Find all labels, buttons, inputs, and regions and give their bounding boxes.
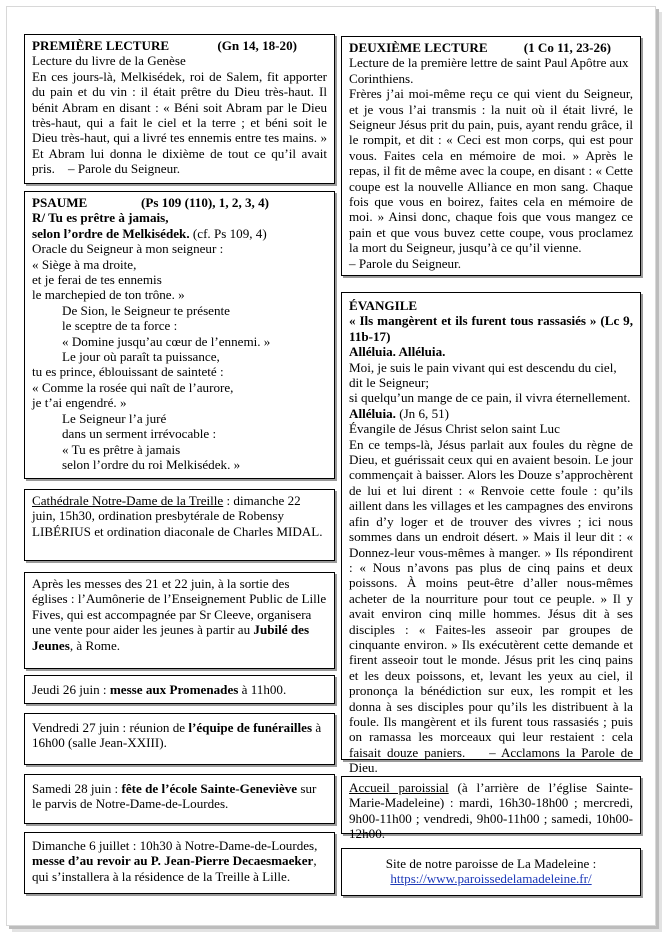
- welcome-text: Accueil paroissial (à l’arrière de l’église Sainte-Marie-Madeleine) : mardi, 16h30-18h00 ; mercredi, 9h00-11h00 ; vendredi, 9h00-11h00 ; samedi, 10h00-12h00.: [349, 780, 633, 842]
- saturday-box: [24, 774, 335, 824]
- psalm-line: « Domine jusqu’au cœur de l’ennemi. »: [62, 333, 271, 349]
- psalm-ref: (Ps 109 (110), 1, 2, 3, 4): [140, 195, 269, 210]
- psalm-line: dans un serment irrévocable :: [62, 426, 217, 442]
- site-link[interactable]: https://www.paroissedelamadeleine.fr/: [390, 871, 592, 887]
- sale-text: Après les messes des 21 et 22 juin, à la sortie des églises : l’Aumônerie de l’Enseignement Public de Lille Fives, qui est accompagnée par Sr Cleeve, organisera une vente pour aider les jeunes à partir au Jubilé des Jeunes, à Rome.: [32, 576, 327, 653]
- friday-text: Vendredi 27 juin : réunion de l’équipe de funérailles à 16h00 (salle Jean-XXIII).: [32, 720, 322, 751]
- sale-box: [24, 572, 335, 669]
- first-reading-ref: (Gn 14, 18-20): [217, 38, 297, 53]
- psalm-title: PSAUME: [32, 195, 88, 210]
- welcome-title: Accueil paroissial: [349, 780, 449, 795]
- psalm-line: le sceptre de ta force :: [62, 318, 178, 334]
- psalm-line: « Siège à ma droite,: [32, 256, 137, 272]
- gospel-text: En ce temps-là, Jésus parlait aux foules du règne de Dieu, et guérissait ceux qui en avaient besoin. Le jour commençait à baisser. Alors les Douze s’approchèrent de lui et lui dirent : « Renvoie cette foule : qu’ils aillent dans les villages et les campagnes des environs afin d’y loger et de trouver des vivres ; ici nous sommes dans un endroit désert. » Mais il leur dit : « Donnez-leur vous-mêmes à manger. » Ils répondirent : « Nous n’avons pas plus de cinq pains et deux poissons. À moins peut-être d’aller nous-mêmes acheter de la nourriture pour tout ce peuple. » Il y avait environ cinq mille hommes. Jésus dit à ses disciples : « Faites-les asseoir par groupes de cinquante environ. » Ils exécutèrent cette demande et firent asseoir tout le monde. Jésus prit les cinq pains et les deux poissons, et, levant les yeux au ciel, il prononça la bénédiction sur eux, les rompit et les donna à ses disciples pour qu’ils les distribuent à la foule. Ils mangèrent et ils furent tous rassasiés ; puis on ramassa les morceaux qui leur restaient : cela faisait douze paniers. – Acclamons la Parole de Dieu.: [349, 436, 634, 776]
- psalm-line: « Comme la rosée qui naît de l’aurore,: [32, 379, 234, 395]
- psalm-refrain-ref: (cf. Ps 109, 4): [192, 225, 267, 241]
- first-reading-title: PREMIÈRE LECTURE: [32, 38, 170, 53]
- psalm-line: De Sion, le Seigneur te présente: [62, 302, 230, 318]
- gospel-closing: – Acclamons la Parole de Dieu.: [349, 744, 634, 776]
- psalm-line: selon l’ordre du roi Melkisédek. »: [62, 456, 241, 472]
- saturday-text: Samedi 28 juin : fête de l’école Sainte-Geneviève sur le parvis de Notre-Dame-de-Lourdes.: [32, 781, 317, 812]
- second-reading-text: Frères j’ai moi-même reçu ce qui vient du Seigneur, et je vous l’ai transmis : la nuit où il était livré, le Seigneur Jésus prit du pain, puis, ayant rendu grâce, il le rompit, et dit : « Ceci est mon corps, qui est pour vous. Faites cela en mémoire de moi. » Après le repas, il fit de même avec la coupe, en disant : « Cette coupe est la nouvelle Alliance en mon sang. Chaque fois que vous en boirez, faites cela en mémoire de moi. » Ainsi donc, chaque fois que vous mangez ce pain et que vous buvez cette coupe, vous proclamez la mort du Seigneur, jusqu’à ce qu’il vienne.: [349, 86, 633, 256]
- gospel-verse-2: si quelqu’un mange de ce pain, il vivra éternellement.: [349, 390, 631, 406]
- psalm-line: Le Seigneur l’a juré: [62, 410, 167, 426]
- thursday-box: [24, 675, 335, 704]
- psalm-line: le marchepied de ton trône. »: [32, 287, 185, 303]
- gospel-alleluia-line: Alléluia. (Jn 6, 51): [349, 405, 450, 421]
- gospel-alleluia: Alléluia. Alléluia.: [349, 344, 446, 360]
- psalm-box: [24, 191, 335, 479]
- site-label: Site de notre paroisse de La Madeleine :: [385, 856, 597, 871]
- thursday-text: Jeudi 26 juin : messe aux Promenades à 11h00.: [32, 682, 287, 697]
- second-reading-source: Lecture de la première lettre de saint Paul Apôtre aux Corinthiens.: [349, 55, 629, 86]
- gospel-subtitle-ref: (Lc 9, 11b-17): [349, 313, 633, 344]
- friday-box: [24, 713, 335, 765]
- psalm-refrain-2: selon l’ordre de Melkisédek.: [32, 225, 190, 241]
- gospel-box: [341, 292, 641, 776]
- sunday-box: [24, 832, 335, 894]
- first-reading-text: En ces jours-là, Melkisédek, roi de Salem, fit apporter du pain et du vin : il était prêtre du Dieu très-haut. Il bénit Abram en disant : « Béni soit Abram par le Dieu très-haut, qui a fait le ciel et la terre ; et béni soit le Dieu très-haut, qui a livré tes ennemis entre tes mains. » Et Abram lui donna le dixième de tout ce qu’il avait pris. – Parole du Seigneur.: [32, 68, 327, 177]
- psalm-line: « Tu es prêtre à jamais: [62, 441, 181, 457]
- second-reading-title: DEUXIÈME LECTURE: [349, 40, 488, 55]
- welcome-box: [341, 776, 641, 842]
- psalm-line: Oracle du Seigneur à mon seigneur :: [32, 241, 224, 257]
- second-reading-header: [349, 40, 633, 55]
- first-reading-box: [24, 34, 335, 184]
- sunday-text: Dimanche 6 juillet : 10h30 à Notre-Dame-de-Lourdes, messe d’au revoir au P. Jean-Pierre Decaesmaeker, qui s’installera à la résidence de la Treille à Lille.: [32, 838, 318, 884]
- psalm-line: je t’ai engendré. »: [32, 395, 127, 411]
- psalm-line: tu es prince, éblouissant de sainteté :: [32, 364, 224, 380]
- sale-bold: Jubilé des Jeunes: [32, 622, 310, 653]
- cathedral-text: Cathédrale Notre-Dame de la Treille : dimanche 22 juin, 15h30, ordination presbytérale de Robensy LIBÉRIUS et ordination diaconale de Charles MIDAL.: [32, 493, 323, 539]
- psalm-line: Le jour où paraît ta puissance,: [62, 349, 220, 365]
- bulletin-page: [6, 6, 656, 926]
- psalm-header: [32, 195, 327, 210]
- first-reading-source: Lecture du livre de la Genèse: [32, 53, 186, 69]
- gospel-subtitle: « Ils mangèrent et ils furent tous rassasiés » (Lc 9, 11b-17): [349, 313, 633, 344]
- cathedral-title: Cathédrale Notre-Dame de la Treille: [32, 493, 224, 508]
- second-reading-box: [341, 36, 641, 276]
- site-box: [341, 848, 641, 896]
- psalm-line: et je ferai de tes ennemis: [32, 272, 162, 288]
- gospel-verse-1: Moi, je suis le pain vivant qui est descendu du ciel, dit le Seigneur;: [349, 359, 617, 391]
- cathedral-box: [24, 489, 335, 561]
- gospel-title: ÉVANGILE: [349, 298, 418, 313]
- psalm-refrain-line: [32, 226, 327, 241]
- psalm-refrain-1: R/ Tu es prêtre à jamais,: [32, 210, 169, 226]
- second-reading-closing: – Parole du Seigneur.: [349, 255, 462, 271]
- gospel-source: Évangile de Jésus Christ selon saint Luc: [349, 421, 560, 437]
- first-reading-closing: – Parole du Seigneur.: [68, 161, 181, 177]
- first-reading-header: [32, 38, 327, 53]
- second-reading-ref: (1 Co 11, 23-26): [523, 40, 611, 55]
